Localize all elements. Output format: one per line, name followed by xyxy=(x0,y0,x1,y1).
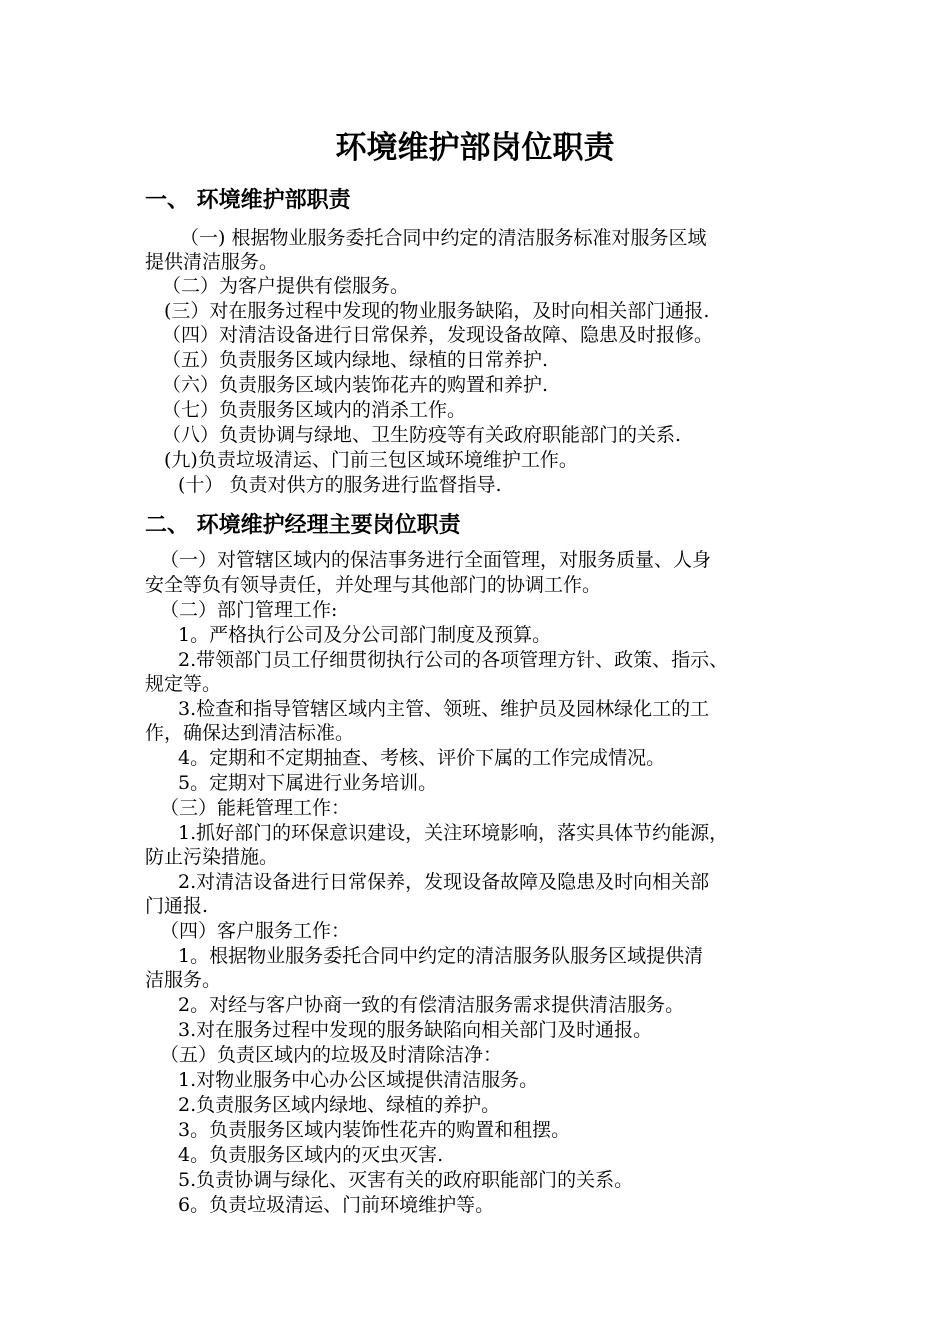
section-2-line-24: 3。负责服务区域内装饰性花卉的购置和租摆。 xyxy=(178,1119,571,1141)
section-2-line-4: 1。严格执行公司及分公司部门制度及预算。 xyxy=(178,624,552,646)
section-2-line-12: 1.抓好部门的环保意识建设，关注环境影响，落实具体节约能源， xyxy=(178,822,729,844)
section-2-line-25: 4。负责服务区域内的灭虫灭害. xyxy=(178,1144,444,1166)
section-2-line-16: （四）客户服务工作： xyxy=(160,920,351,942)
section-2-line-3: （二）部门管理工作: xyxy=(160,599,338,621)
section-2-line-9: 4。定期和不定期抽查、考核、评价下属的工作完成情况。 xyxy=(178,747,666,769)
section-2-line-6: 规定等。 xyxy=(145,673,222,695)
section-2-line-26: 5.负责协调与绿化、灭害有关的政府职能部门的关系。 xyxy=(178,1169,634,1191)
section-1-line-10: (九)负责垃圾清运、门前三包区域环境维护工作。 xyxy=(164,449,578,471)
section-1-line-1: （一) 根据物业服务委托合同中约定的清洁服务标准对服务区域 xyxy=(180,227,707,249)
document-title: 环境维护部岗位职责 xyxy=(335,130,615,166)
section-1-line-4: (三）对在服务过程中发现的物业服务缺陷，及时向相关部门通报. xyxy=(164,300,710,322)
section-2-line-5: 2.带领部门员工仔细贯彻执行公司的各项管理方针、政策、指示、 xyxy=(178,649,729,671)
section-1-line-9: （八）负责协调与绿地、卫生防疫等有关政府职能部门的关系. xyxy=(162,424,682,446)
section-2-line-7: 3.检查和指导管辖区域内主管、领班、维护员及园林绿化工的工 xyxy=(178,698,710,720)
section-2-line-18: 洁服务。 xyxy=(145,969,222,991)
section-1-line-6: （五）负责服务区域内绿地、绿植的日常养护. xyxy=(162,349,549,371)
section-2-line-20: 3.对在服务过程中发现的服务缺陷向相关部门及时通报。 xyxy=(178,1019,653,1041)
section-2-heading: 二、 环境维护经理主要岗位职责 xyxy=(145,512,461,538)
section-2-line-21: （五）负责区域内的垃圾及时清除洁净： xyxy=(160,1044,503,1066)
section-2-line-27: 6。负责垃圾清运、门前环境维护等。 xyxy=(178,1194,495,1216)
section-1-line-11: (十） 负责对供方的服务进行监督指导. xyxy=(178,474,502,496)
section-1-line-8: （七）负责服务区域内的消杀工作。 xyxy=(162,399,467,421)
section-2-line-23: 2.负责服务区域内绿地、绿植的养护。 xyxy=(178,1094,501,1116)
section-2-line-14: 2.对清洁设备进行日常保养，发现设备故障及隐患及时向相关部 xyxy=(178,871,710,893)
section-2-line-17: 1。根据物业服务委托合同中约定的清洁服务队服务区域提供清 xyxy=(178,945,704,967)
section-2-line-22: 1.对物业服务中心办公区域提供清洁服务。 xyxy=(178,1069,539,1091)
section-2-line-8: 作，确保达到清洁标准。 xyxy=(145,722,355,744)
section-2-line-11: （三）能耗管理工作： xyxy=(160,797,351,819)
section-1-heading: 一、 环境维护部职责 xyxy=(145,187,351,213)
section-2-line-13: 防止污染措施。 xyxy=(145,846,279,868)
section-1-line-2: 提供清洁服务。 xyxy=(145,251,279,273)
section-2-line-15: 门通报. xyxy=(145,895,209,917)
section-2-line-10: 5。定期对下属进行业务培训。 xyxy=(178,772,438,794)
section-1-line-3: （二）为客户提供有偿服务。 xyxy=(162,275,410,297)
section-1-line-5: （四）对清洁设备进行日常保养，发现设备故障、隐患及时报修。 xyxy=(162,324,714,346)
section-2-line-1: （一）对管辖区域内的保洁事务进行全面管理，对服务质量、人身 xyxy=(160,549,712,571)
section-2-line-2: 安全等负有领导责任，并处理与其他部门的协调工作。 xyxy=(145,574,602,596)
section-1-line-7: （六）负责服务区域内装饰花卉的购置和养护. xyxy=(162,374,549,396)
section-2-line-19: 2。对经与客户协商一致的有偿清洁服务需求提供清洁服务。 xyxy=(178,994,685,1016)
